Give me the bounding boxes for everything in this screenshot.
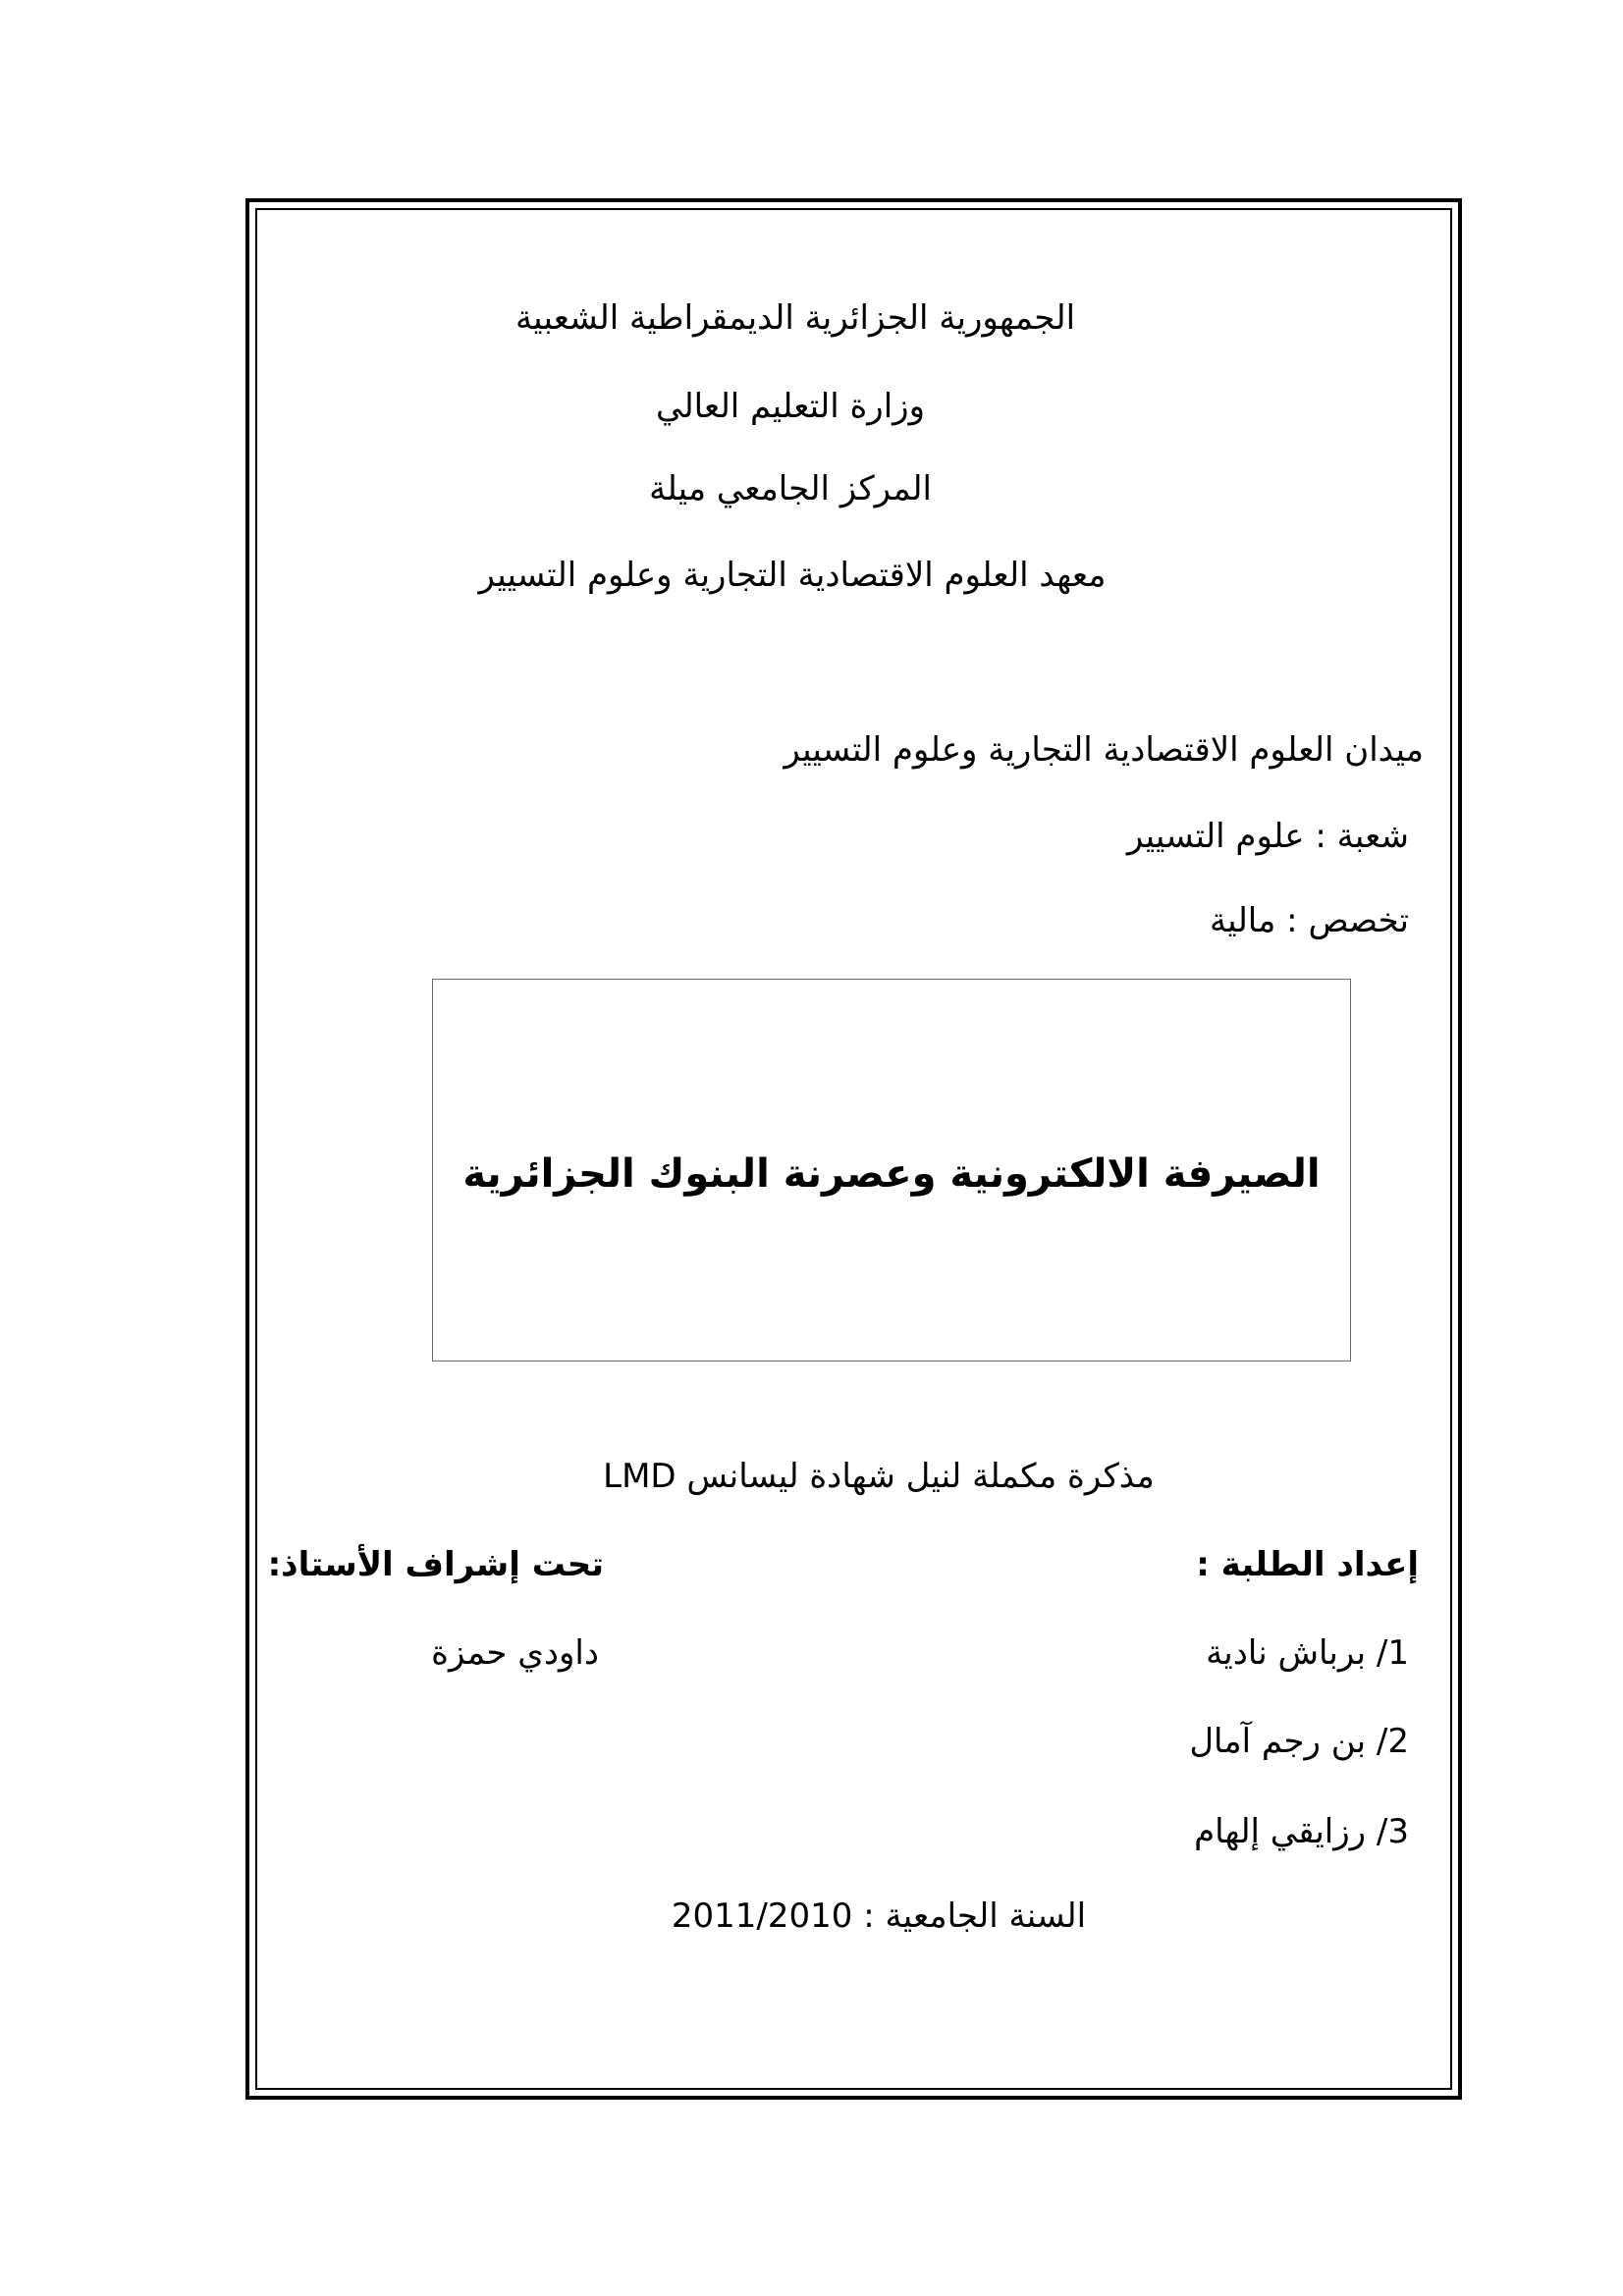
student-name: 1/ برباش نادية: [1206, 1633, 1409, 1673]
academic-year: السنة الجامعية : 2011/2010: [671, 1896, 1087, 1936]
field-line: ميدان العلوم الاقتصادية التجارية وعلوم التسيير: [784, 730, 1424, 770]
branch-line: شعبة : علوم التسيير: [1126, 817, 1409, 856]
thesis-title: الصيرفة الالكترونية وعصرنة البنوك الجزائرية: [462, 1151, 1321, 1197]
supervisor-heading: تحت إشراف الأستاذ:: [267, 1545, 604, 1584]
republic-title: الجمهورية الجزائرية الديمقراطية الشعبية: [514, 298, 1076, 338]
student-name: 3/ رزايقي إلهام: [1194, 1812, 1409, 1851]
supervisor-name: داودي حمزة: [431, 1633, 599, 1673]
institute-title: معهد العلوم الاقتصادية التجارية وعلوم التسيير: [478, 556, 1107, 595]
specialty-line: تخصص : مالية: [1209, 901, 1409, 940]
university-center-title: المركز الجامعي ميلة: [649, 469, 932, 508]
student-name: 2/ بن رجم آمال: [1189, 1722, 1409, 1761]
students-heading: إعداد الطلبة :: [1196, 1545, 1419, 1584]
ministry-title: وزارة التعليم العالي: [655, 387, 925, 426]
thesis-description: مذكرة مكملة لنيل شهادة ليسانس LMD: [603, 1457, 1155, 1496]
